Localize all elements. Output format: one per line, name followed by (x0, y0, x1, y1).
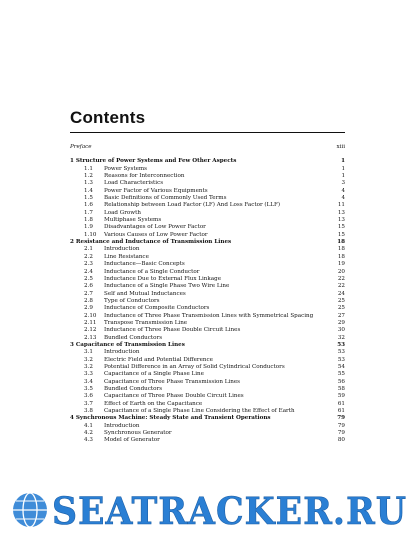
section-number: 3.3 (84, 371, 93, 378)
section-number: 4.3 (84, 437, 93, 444)
section-page-number: 19 (337, 261, 345, 268)
toc-section-row[interactable] (70, 371, 345, 378)
toc-preface-row[interactable] (70, 144, 345, 151)
section-page-number: 20 (337, 268, 345, 275)
toc-section-row[interactable] (70, 246, 345, 253)
section-page-number: 53 (337, 349, 345, 356)
table-of-contents (70, 144, 345, 445)
section-page-number: 55 (337, 371, 345, 378)
section-title: Capacitance of Three Phase Transmission Lines (104, 378, 241, 385)
section-page-number: 13 (337, 217, 345, 224)
toc-section-row[interactable] (70, 276, 345, 283)
section-title: Inductance of Composite Conductors (104, 305, 210, 312)
section-number: 2.9 (84, 305, 93, 312)
section-number: 1.2 (84, 173, 93, 180)
section-number: 4.2 (84, 430, 93, 437)
section-title: Inductance of a Single Phase Two Wire Line (104, 283, 230, 290)
chapter-title-text: Structure of Power Systems and Few Other Aspects (75, 158, 237, 165)
section-title: Introduction (104, 246, 140, 253)
section-title: Model of Generator (104, 437, 160, 444)
section-page-number: 4 (341, 195, 345, 202)
section-number: 1.1 (84, 165, 93, 172)
toc-section-row[interactable] (70, 180, 345, 187)
section-number: 2.5 (84, 275, 93, 282)
section-title: Introduction (104, 349, 140, 356)
section-page-number: 54 (337, 363, 345, 370)
section-number: 3.4 (84, 378, 93, 385)
toc-section-row[interactable] (70, 291, 345, 298)
section-number: 2.8 (84, 297, 93, 304)
toc-section-row[interactable] (70, 430, 345, 437)
section-title: Bundled Conductors (104, 386, 163, 392)
section-title: Multiphase Systems (104, 217, 162, 224)
section-page-number: 24 (337, 290, 345, 297)
section-title: Load Growth (104, 209, 141, 216)
watermark-text: SEATRACKER.RU (52, 489, 407, 533)
toc-section-row[interactable] (70, 357, 345, 364)
preface-page-number: xiii (336, 144, 345, 150)
globe-icon (13, 493, 47, 527)
section-title: Bundled Conductors (104, 334, 163, 341)
section-title: Introduction (104, 422, 140, 429)
section-page-number: 18 (337, 253, 345, 260)
toc-section-row[interactable] (70, 210, 345, 217)
section-title: Reasons for Interconnection (104, 173, 185, 180)
section-page-number: 61 (337, 408, 345, 415)
section-number: 2.6 (84, 283, 93, 290)
toc-section-row[interactable] (70, 232, 345, 239)
chapter-title-text: Synchronous Machine: Steady State and Transient Operations (75, 415, 271, 422)
toc-section-row[interactable] (70, 423, 345, 430)
toc-section-row[interactable] (70, 202, 345, 209)
section-title: Load Characteristics (104, 180, 164, 187)
section-page-number: 22 (337, 283, 345, 290)
section-title: Disadvantages of Low Power Factor (104, 224, 206, 231)
section-title: Electric Field and Potential Difference (104, 356, 213, 363)
section-title: Transpose Transmission Line (104, 319, 188, 326)
section-title: Capacitance of a Single Phase Line (104, 371, 204, 378)
section-page-number: 32 (337, 334, 345, 341)
section-number: 2.12 (84, 327, 97, 334)
section-title: Capacitance of a Single Phase Line Considering the Effect of Earth (104, 408, 295, 415)
toc-section-row[interactable] (70, 327, 345, 334)
section-page-number: 53 (337, 356, 345, 363)
section-number: 2.10 (84, 312, 97, 319)
section-page-number: 27 (337, 312, 345, 319)
toc-section-row[interactable] (70, 408, 345, 415)
section-title: Inductance—Basic Concepts (104, 261, 185, 268)
section-page-number: 25 (337, 297, 345, 304)
section-number: 2.11 (84, 319, 97, 326)
toc-section-row[interactable] (70, 349, 345, 356)
toc-section-row[interactable] (70, 298, 345, 305)
toc-section-row[interactable] (70, 224, 345, 231)
chapter-title (70, 239, 231, 246)
title-rule (70, 132, 345, 133)
section-number: 1.7 (84, 209, 93, 216)
toc-section-row[interactable] (70, 283, 345, 290)
toc-section-row[interactable] (70, 401, 345, 408)
toc-chapter-row[interactable] (70, 415, 345, 422)
section-page-number: 1 (341, 165, 345, 172)
watermark (0, 480, 415, 542)
chapter-page-number: 79 (337, 415, 345, 422)
toc-chapter-row[interactable] (70, 342, 345, 349)
preface-label: Preface (70, 144, 92, 150)
toc-section-row[interactable] (70, 217, 345, 224)
section-page-number: 13 (337, 209, 345, 216)
section-page-number: 18 (337, 246, 345, 253)
chapter-title (70, 158, 236, 165)
section-title: Potential Difference in an Array of Solid Cylindrical Conductors (104, 363, 285, 370)
section-title: Synchronous Generator (104, 430, 172, 437)
section-title: Type of Conductors (104, 297, 160, 304)
section-page-number: 15 (337, 224, 345, 231)
section-page-number: 15 (337, 231, 345, 238)
section-number: 2.7 (84, 290, 93, 297)
toc-section-row[interactable] (70, 320, 345, 327)
section-title: Capacitance of Three Phase Double Circuit Lines (104, 393, 244, 400)
section-number: 3.8 (84, 408, 93, 415)
toc-chapter-row[interactable] (70, 158, 345, 165)
toc-section-row[interactable] (70, 393, 345, 400)
section-page-number: 25 (337, 305, 345, 312)
section-title: Effect of Earth on the Capacitance (104, 400, 203, 407)
toc-section-row[interactable] (70, 261, 345, 268)
section-title: Inductance Due to External Flux Linkage (104, 275, 222, 282)
section-page-number: 58 (337, 386, 345, 392)
section-number: 3.6 (84, 393, 93, 400)
toc-section-row[interactable] (70, 335, 345, 342)
section-page-number: 30 (337, 327, 345, 334)
section-number: 1.6 (84, 202, 93, 209)
section-title: Inductance of Three Phase Transmission Lines with Symmetrical Spacing (104, 312, 314, 319)
section-title: Power Factor of Various Equipments (104, 187, 208, 194)
section-title: Inductance of Three Phase Double Circuit Lines (104, 327, 241, 334)
section-title: Power Systems (104, 165, 148, 172)
section-number: 2.1 (84, 246, 93, 253)
section-page-number: 59 (337, 393, 345, 400)
section-page-number: 79 (337, 422, 345, 429)
toc-section-row[interactable] (70, 173, 345, 180)
section-title: Inductance of a Single Conductor (104, 268, 200, 275)
section-number: 2.3 (84, 261, 93, 268)
section-number: 2.13 (84, 334, 97, 341)
toc-section-row[interactable] (70, 166, 345, 173)
section-page-number: 3 (341, 180, 345, 187)
toc-section-row[interactable] (70, 254, 345, 261)
section-number: 4.1 (84, 422, 93, 429)
section-title: Various Causes of Low Power Factor (104, 231, 208, 238)
toc-section-row[interactable] (70, 188, 345, 195)
section-title: Basic Definitions of Commonly Used Terms (104, 195, 227, 202)
toc-section-row[interactable] (70, 379, 345, 386)
watermark-logo (0, 480, 415, 542)
section-number: 3.1 (84, 349, 93, 356)
section-page-number: 56 (337, 378, 345, 385)
section-number: 1.10 (84, 231, 97, 238)
toc-chapter-row[interactable] (70, 239, 345, 246)
section-page-number: 79 (337, 430, 345, 437)
chapter-title-text: Capacitance of Transmission Lines (75, 341, 185, 348)
section-number: 3.5 (84, 386, 93, 392)
chapter-title (70, 415, 271, 422)
toc-section-row[interactable] (70, 305, 345, 312)
section-number: 1.8 (84, 217, 93, 224)
chapter-number: 1 (70, 158, 74, 165)
section-page-number: 1 (341, 173, 345, 180)
toc-section-row[interactable] (70, 364, 345, 371)
chapter-page-number: 1 (341, 158, 345, 165)
section-title: Self and Mutual Inductances (104, 290, 186, 297)
section-title: Relationship between Load Factor (LF) And Loss Factor (LLF) (104, 202, 281, 209)
section-number: 2.2 (84, 253, 93, 260)
toc-section-row[interactable] (70, 313, 345, 320)
section-page-number: 4 (341, 187, 345, 194)
section-title: Line Resistance (104, 253, 149, 260)
chapter-title-text: Resistance and Inductance of Transmission Lines (75, 239, 232, 246)
section-number: 1.4 (84, 187, 93, 194)
chapter-number: 3 (70, 341, 74, 348)
page-title: Contents (70, 108, 146, 127)
section-number: 3.2 (84, 356, 93, 363)
section-number: 3.2 (84, 363, 93, 370)
toc-section-row[interactable] (70, 269, 345, 276)
section-page-number: 11 (337, 202, 345, 209)
chapter-number: 2 (70, 239, 74, 246)
section-page-number: 22 (337, 275, 345, 282)
section-number: 1.9 (84, 224, 93, 231)
toc-section-row[interactable] (70, 386, 345, 393)
section-number: 3.7 (84, 400, 93, 407)
chapter-page-number: 18 (337, 239, 345, 246)
section-page-number: 80 (337, 437, 345, 444)
toc-section-row[interactable] (70, 437, 345, 444)
chapter-number: 4 (70, 415, 74, 422)
section-number: 2.4 (84, 268, 93, 275)
chapter-page-number: 53 (337, 341, 345, 348)
section-page-number: 29 (337, 319, 345, 326)
section-number: 1.3 (84, 180, 93, 187)
chapter-title (70, 342, 185, 349)
section-page-number: 61 (337, 400, 345, 407)
section-number: 1.5 (84, 195, 93, 202)
